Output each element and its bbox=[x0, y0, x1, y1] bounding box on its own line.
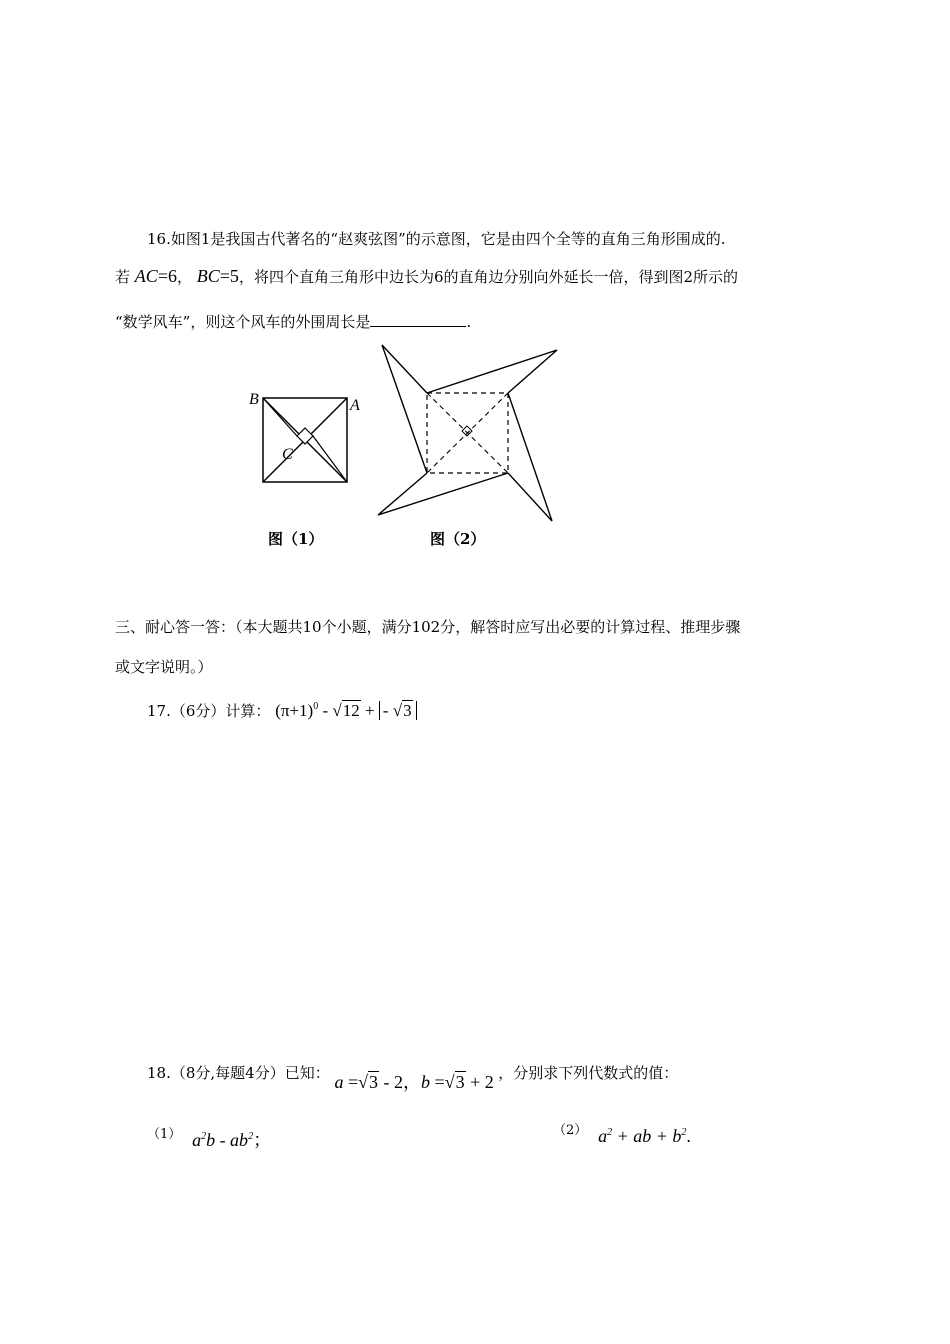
q18-after: ，分别求下列代数式的值： bbox=[498, 1064, 679, 1082]
q16-line2-suffix: ，将四个直角三角形中边长为6的直角边分别向外延长一倍，得到图2所示的 bbox=[238, 268, 739, 286]
q18-sqrt3-b: √3 bbox=[444, 1072, 465, 1092]
figure-2-diagram bbox=[370, 340, 570, 530]
q18-p2-sup2: 2 bbox=[681, 1127, 687, 1138]
q18-sqrt3-a: √3 bbox=[358, 1072, 379, 1092]
q18-a: a bbox=[334, 1072, 344, 1092]
q16-line1: 16.如图1是我国古代著名的“赵爽弦图”的示意图，它是由四个全等的直角三角形围成的. bbox=[147, 230, 726, 248]
q17-exp0: 0 bbox=[313, 701, 319, 712]
q18-b-tail: + 2 bbox=[465, 1072, 494, 1092]
ac-value: =6 bbox=[157, 266, 177, 286]
fig2-blade-left bbox=[382, 345, 427, 473]
q18-rad3-b: 3 bbox=[455, 1072, 465, 1092]
q18-p2-label: （2） bbox=[553, 1123, 588, 1138]
q18-p1-a: a bbox=[192, 1130, 202, 1150]
q18-p1-sup2: 2 bbox=[248, 1131, 254, 1142]
fig2-caption: 图（2） bbox=[430, 530, 486, 548]
q18-part1 bbox=[147, 1118, 272, 1150]
q18-p2-mid: + ab + b bbox=[612, 1126, 682, 1146]
fig1-inner-line-2 bbox=[313, 436, 347, 482]
q18-label: 18.（8分,每题4分）已知： bbox=[147, 1064, 330, 1082]
q18-p1-b: b - ab bbox=[206, 1130, 249, 1150]
fig2-center-mark bbox=[462, 426, 472, 436]
q17-rad3: 3 bbox=[403, 701, 412, 720]
q17-minus: - bbox=[318, 701, 333, 720]
q17-abs-minus: - bbox=[382, 701, 393, 720]
q17-expression bbox=[275, 701, 416, 720]
fig1-inner-square bbox=[297, 428, 313, 444]
fig1-label-b: B bbox=[249, 391, 259, 408]
q18-p2-sup1: 2 bbox=[607, 1127, 613, 1138]
q16-line3 bbox=[115, 311, 471, 332]
fig2-blade-right bbox=[508, 393, 552, 521]
fig2-blade-top bbox=[427, 350, 557, 393]
q18-rad3-a: 3 bbox=[369, 1072, 379, 1092]
q18-b-eq: = bbox=[430, 1072, 445, 1092]
q17-sqrt3: √3 bbox=[392, 701, 412, 720]
q16-line2-prefix: 若 bbox=[115, 268, 131, 286]
q18-p2-a: a bbox=[598, 1126, 608, 1146]
q16-line3-end: . bbox=[466, 313, 472, 331]
q18-p1-end: ； bbox=[253, 1130, 272, 1150]
q18-a-tail: - 2， bbox=[379, 1072, 422, 1092]
q18-p1-sup1: 2 bbox=[201, 1131, 207, 1142]
q18-b: b bbox=[421, 1072, 431, 1092]
q18-p1-expression bbox=[192, 1130, 271, 1150]
section3-line1: 三、耐心答一答：（本大题共10个小题，满分102分，解答时应写出必要的计算过程、推理步骤 bbox=[115, 618, 741, 636]
q17 bbox=[147, 700, 417, 721]
fig1-caption: 图（1） bbox=[268, 530, 324, 548]
section3-line2: 或文字说明。） bbox=[115, 658, 213, 676]
ac-symbol: AC bbox=[134, 266, 158, 286]
q16-sep: ， bbox=[176, 268, 192, 286]
q18-p2-end: . bbox=[686, 1126, 691, 1146]
q16-line2 bbox=[115, 266, 738, 287]
q17-sqrt12: √12 bbox=[332, 701, 360, 720]
q17-abs bbox=[379, 701, 417, 720]
answer-blank[interactable] bbox=[370, 312, 466, 327]
q18-p2-expression bbox=[598, 1126, 691, 1146]
q18-part2 bbox=[553, 1118, 691, 1146]
q18 bbox=[147, 1058, 679, 1092]
q18-definitions bbox=[335, 1072, 499, 1092]
q18-a-eq: = bbox=[343, 1072, 359, 1092]
q18-p1-label: （1） bbox=[147, 1127, 182, 1142]
q17-label: 17.（6分）计算： bbox=[147, 702, 271, 720]
fig2-blade-bottom bbox=[378, 473, 508, 515]
fig1-label-c: C bbox=[282, 446, 293, 463]
q17-rad12: 12 bbox=[342, 701, 360, 720]
figure-1-diagram bbox=[255, 390, 355, 490]
q17-plus: + bbox=[360, 701, 379, 720]
bc-value: =5 bbox=[219, 266, 239, 286]
fig1-inner-line-1 bbox=[263, 398, 297, 436]
q17-pi-term: (π+1) bbox=[275, 701, 314, 720]
fig2-dashed-diagonal-2 bbox=[427, 393, 508, 473]
bc-symbol: BC bbox=[196, 266, 220, 286]
q16-line3-text: “数学风车”，则这个风车的外围周长是 bbox=[115, 313, 371, 331]
fig1-label-a: A bbox=[350, 397, 360, 414]
